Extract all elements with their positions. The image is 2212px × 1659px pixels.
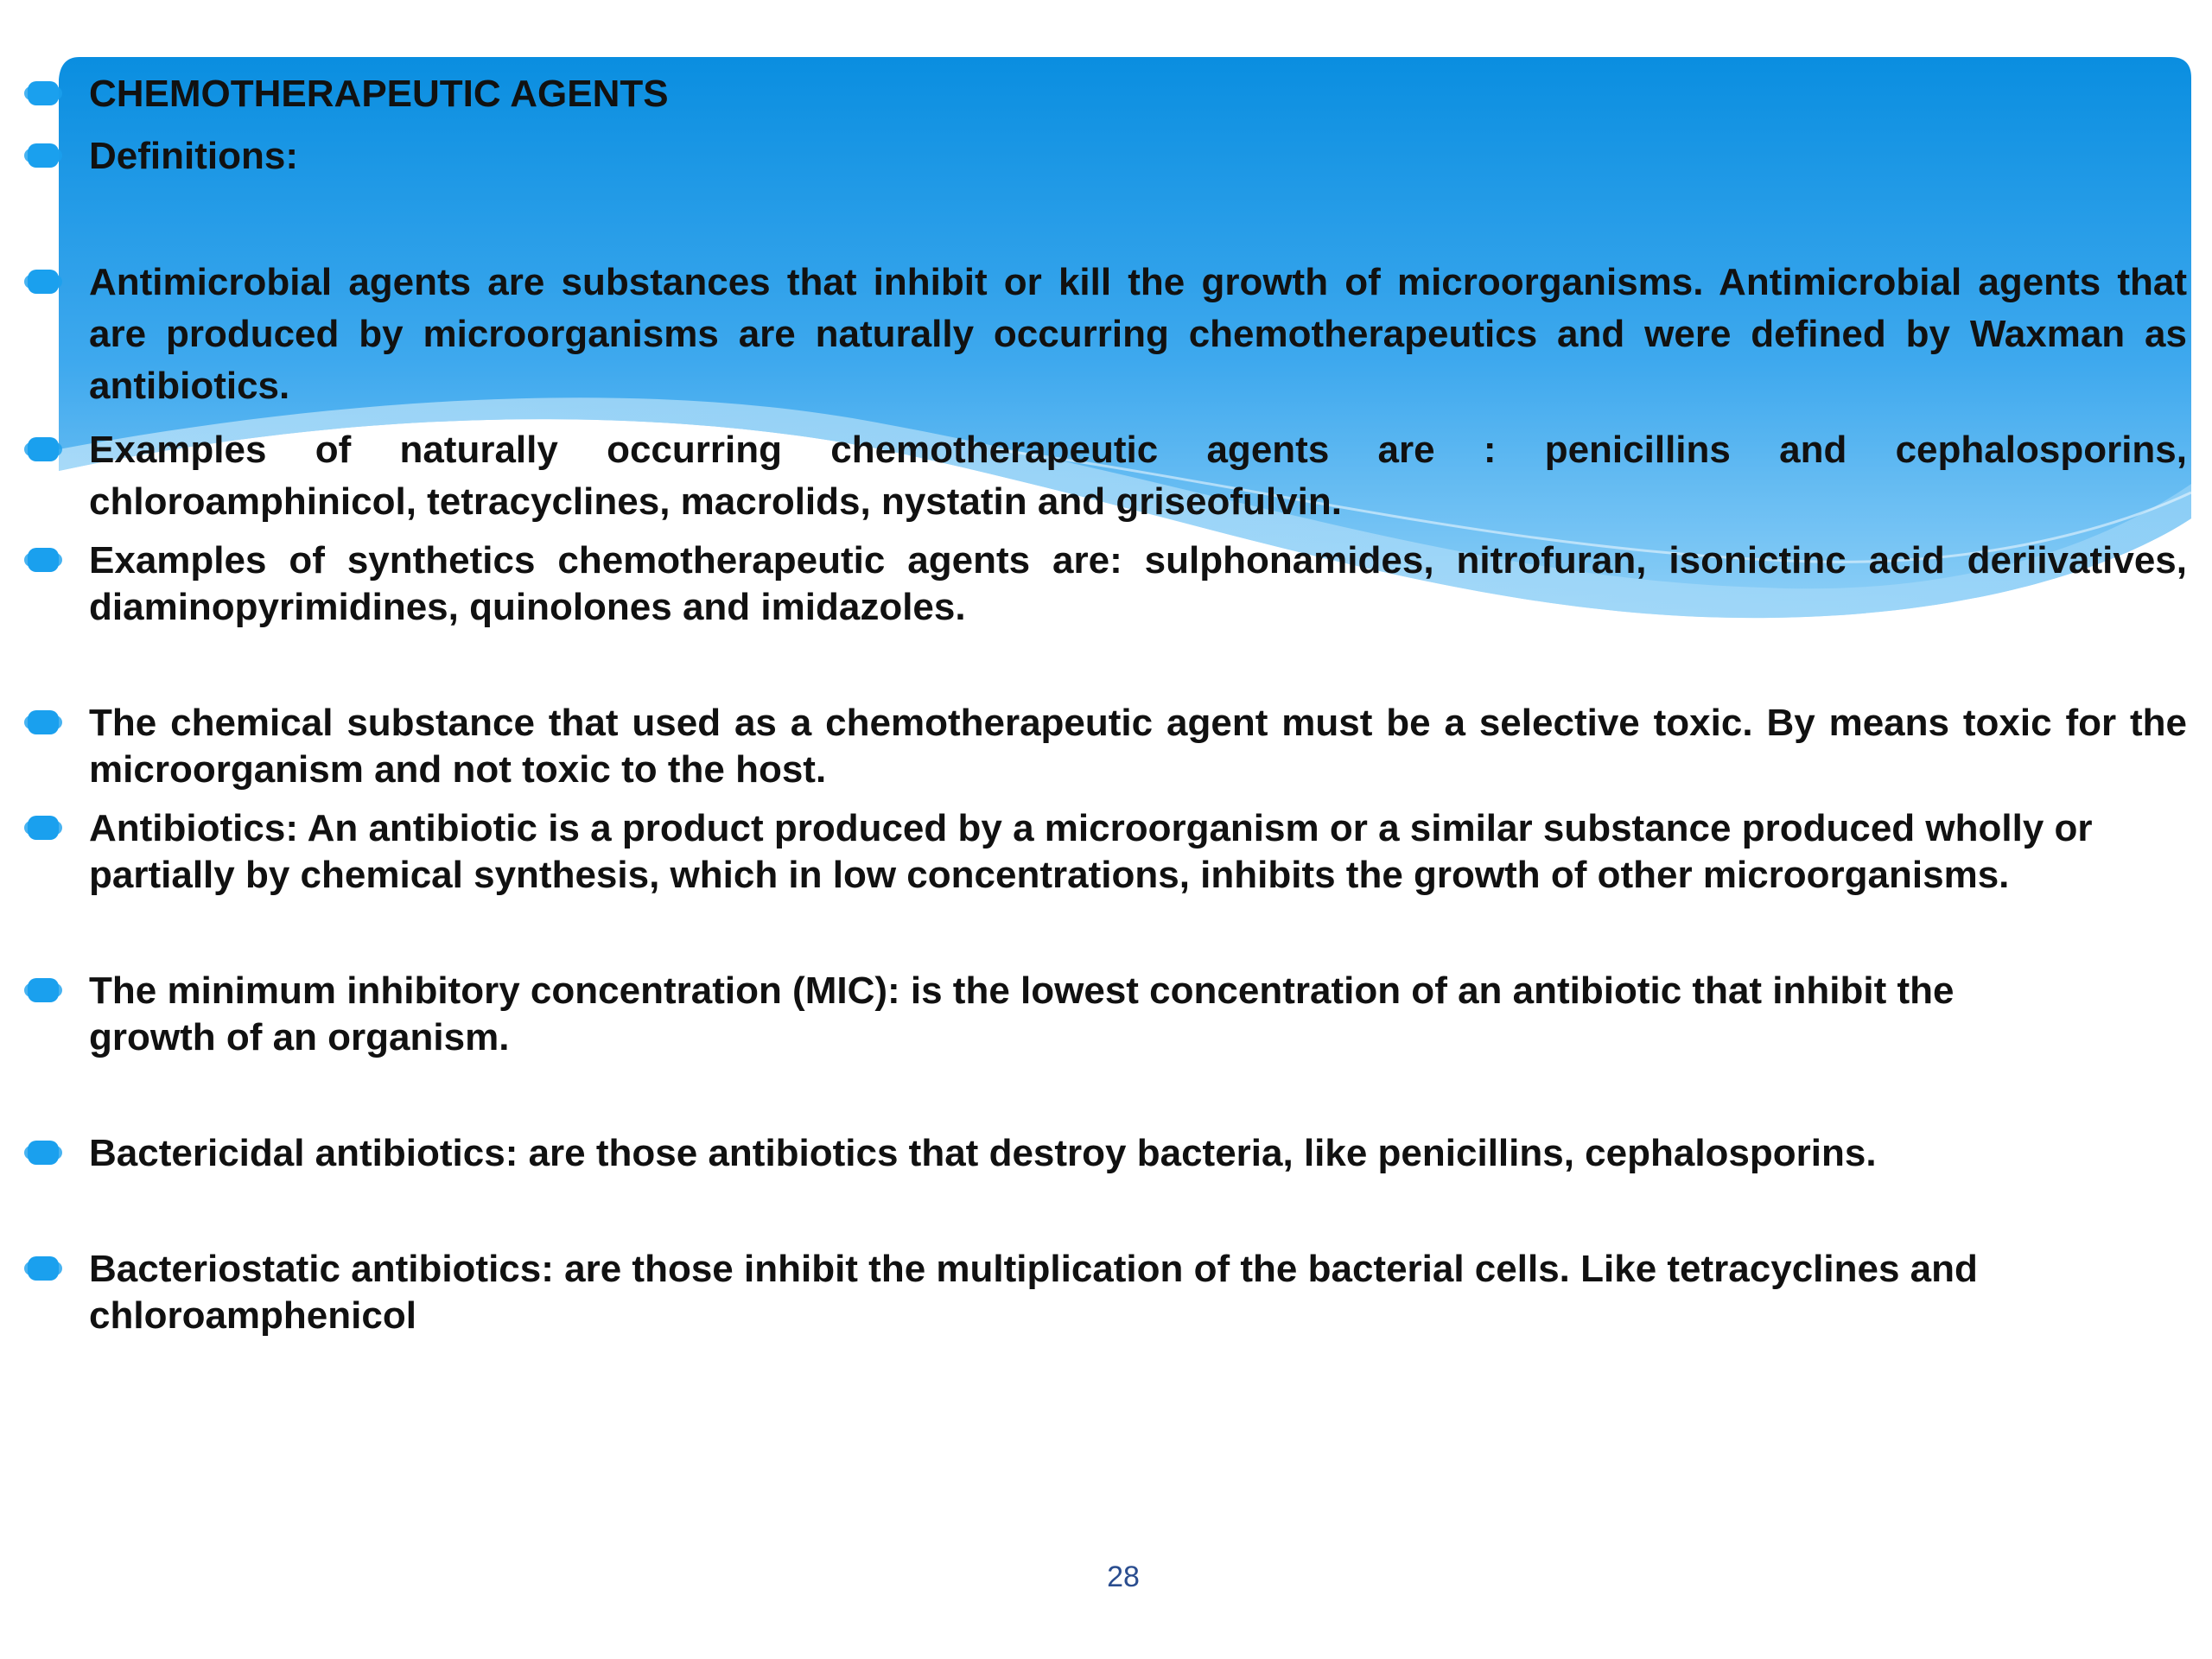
bacteriostatic-line-2: chloroamphenicol — [89, 1294, 416, 1337]
bullet-icon — [22, 810, 64, 845]
bullet-icon — [22, 76, 64, 111]
synthetic-examples-line-2: diaminopyrimidines, quinolones and imidazoles. — [89, 586, 966, 628]
selective-toxic-line-2: microorganism and not toxic to the host. — [89, 748, 827, 791]
slide-title: CHEMOTHERAPEUTIC AGENTS — [89, 73, 669, 115]
bullet-icon — [22, 138, 64, 173]
mic-line-1: The minimum inhibitory concentration (MIC): is the lowest concentration of an antibiotic that inhibit the — [89, 969, 1955, 1012]
antimicrobial-line-1: Antimicrobial agents are substances that inhibit or kill the growth of microorganisms. Antimicrobial agents that — [89, 261, 2187, 303]
bullet-icon — [22, 1135, 64, 1170]
bullet-icon — [22, 1251, 64, 1286]
selective-toxic-line-1: The chemical substance that used as a chemotherapeutic agent must be a selective toxic. By means toxic for the — [89, 702, 2187, 744]
bullet-icon — [22, 543, 64, 577]
bactericidal-line: Bactericidal antibiotics: are those antibiotics that destroy bacteria, like penicillins, cephalosporins. — [89, 1132, 1877, 1174]
antibiotics-line-1: Antibiotics: An antibiotic is a product produced by a microorganism or a similar substance produced wholly or — [89, 807, 2093, 849]
mic-line-2: growth of an organism. — [89, 1016, 510, 1058]
antibiotics-line-2: partially by chemical synthesis, which in low concentrations, inhibits the growth of other microorganisms. — [89, 854, 2010, 896]
natural-examples-line-1: Examples of naturally occurring chemotherapeutic agents are : penicillins and cephalosporins, — [89, 429, 2187, 471]
antimicrobial-line-3: antibiotics. — [89, 365, 290, 407]
bullet-icon — [22, 264, 64, 299]
bullet-icon — [22, 432, 64, 467]
definitions-heading: Definitions: — [89, 135, 298, 177]
page-number: 28 — [1107, 1560, 1140, 1593]
natural-examples-line-2: chloroamphinicol, tetracyclines, macrolids, nystatin and griseofulvin. — [89, 480, 1342, 523]
antimicrobial-line-2: are produced by microorganisms are naturally occurring chemotherapeutics and were defined by Waxman as — [89, 313, 2187, 355]
bacteriostatic-line-1: Bacteriostatic antibiotics: are those inhibit the multiplication of the bacterial cells. Like tetracyclines and — [89, 1248, 1978, 1290]
bullet-icon — [22, 973, 64, 1007]
bullet-icon — [22, 705, 64, 740]
synthetic-examples-line-1: Examples of synthetics chemotherapeutic agents are: sulphonamides, nitrofuran, isonictinc acid deriivatives, — [89, 539, 2187, 582]
